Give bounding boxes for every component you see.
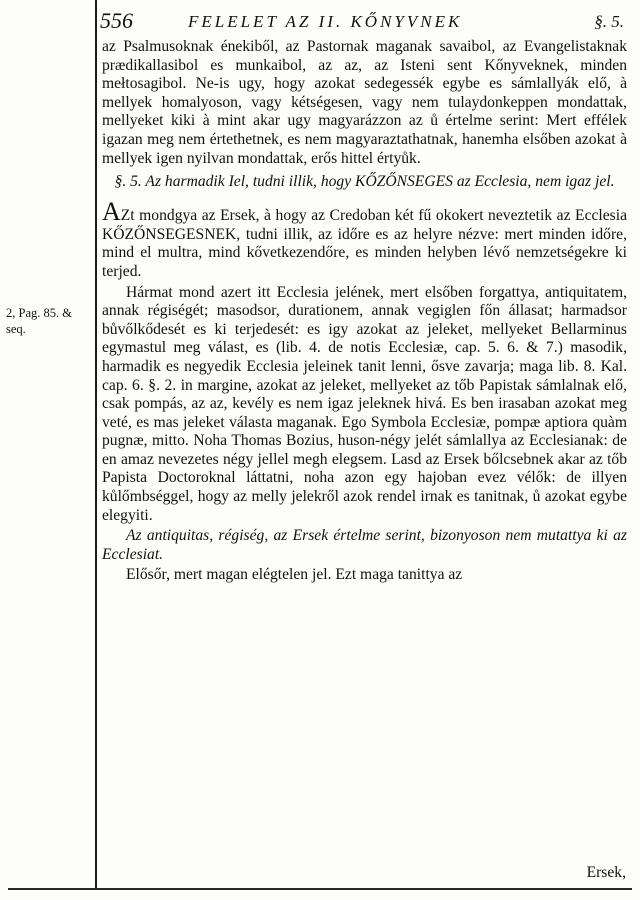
page-header [100, 4, 630, 38]
margin-rule [95, 0, 97, 890]
paragraph-3: Hármat mond azert itt Ecclesia jelének, mert elsőben forgattya, antiquitatem, annak régiségét; masodsor, durationem, annak vegiglen főn állasat; harmadsor bůvőlkődesét es ki terjedesét: es igy azokat az jeleket, mellyeket Bellarminus egymastul meg válast, es (lib. 4. de notis Ecclesiæ, cap. 5. 6. & 7.) masodik, harmadik es negyedik Ecclesia jeleinek tanit lenni, ősve zavarja; maga lib. 8. Kal. cap. 6. §. 2. in margine, azokat az jeleket, mellyeket az tőb Papistak sámlalnak elő, csak pompás, az az, kevély es nem igaz jeleknek hivá. Es ben irasaban azokat meg veté, es mas jeleket válasta maganak. Ego Symbola Ecclesiæ, pompæ aptiora quàm pugnæ, mitto. Noha Thomas Bozius, huson-négy jelét sámlallya az Ecclesianak: de en amaz nevezetes négy jellel megh elegsem. Lasd az Ersek bőlcsebnek akar az tőb Papista Doctoroknal láttatni, noha azon egy hajoban evez vélők: de illyen kůlőmbséggel, hogy az melly jelekről azok rendel irnak es tanitnak, ů azokat egybe elegyiti. [102, 283, 627, 524]
margin-note: 2, Pag. 85. & seq. [6, 306, 72, 336]
paragraph-2-text: Zt mondgya az Ersek, à hogy az Credoban két fű okokert neveztetik az Ecclesia KŐZŐNSEGESNEK, tudni illik, az időre es az helyre nézve: mert minden időre, mind el multra, mind kővetkezendőre, es minden helyben lévő nemzetségekre ki terjed. [102, 207, 627, 280]
paragraph-2 [102, 197, 627, 281]
paragraph-1: az Psalmusoknak énekiből, az Pastornak maganak savaibol, az Evangelistaknak prædikallasibol es munkaibol, az az, az Isteni sent Kőnyveknek, minden mełtosagibol. Ne-is ugy, hogy azokat sedegessék egybe es sámlallyák elő, à mellyek homalyoson, vagy kétségesen, vagy nem tulaydonkeppen mondattak, mellyeket kiki à mint akar ugy magyarázzon az ů értelme serint: Mert effélek igazan meg nem értethetnek, es nem magyaraztathatnak, hanemha elsőben azokat à mellyek igen nyilvan mondattak, erős hittel értyůk. [102, 38, 627, 167]
running-title: FELELET AZ II. KŐNYVNEK [188, 12, 463, 31]
drop-cap: A [102, 197, 121, 227]
catchword: Ersek, [586, 864, 626, 881]
body-text [102, 38, 627, 585]
page-number: 556 [100, 8, 133, 33]
bottom-rule [8, 888, 632, 890]
section-mark: §. 5. [594, 12, 624, 31]
paragraph-4: Az antiquitas, régiség, az Ersek értelme serint, bizonyoson nem mutattya ki az Ecclesiat. [102, 527, 627, 563]
paragraph-5: Elősőr, mert magan elégtelen jel. Ezt maga tanittya az [126, 566, 463, 584]
section-heading: §. 5. Az harmadik Iel, tudni illik, hogy KŐZŐNSEGES az Ecclesia, nem igaz jel. [114, 173, 615, 191]
